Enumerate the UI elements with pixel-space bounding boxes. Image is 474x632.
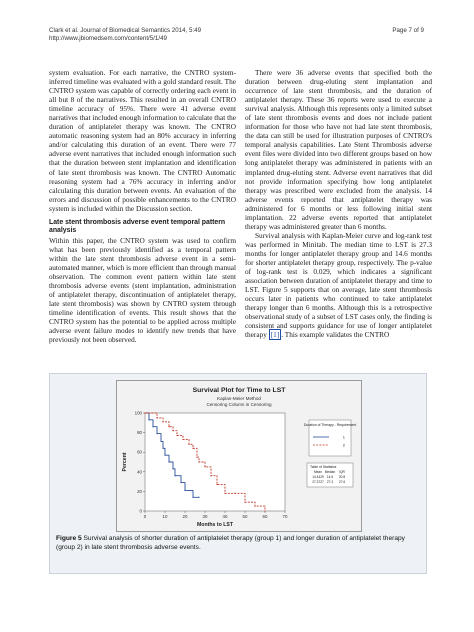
- paragraph: system evaluation. For each narrative, the CNTRO system-inferred timeline was evaluated with a gold standard result. The CNTRO system was capable of correctly ordering each event in all but 8 of the narratives. This resulted in an overall CNTRO timeline accuracy of 95%. There were 41 adverse event narratives that included enough information to calculate that the duration of antiplatelet therapy was known. The CNTRO automatic reasoning system had an 80% accuracy in inferring and/or calculating this duration of an event. There were 77 adverse event narratives that included enough information such that the duration between stent implantation and identification of late stent thrombosis was known. The CNTRO Automatic reasoning system had a 76% accuracy in inferring and/or calculating this duration between events. An evaluation of the errors and discussion of possible enhancements to the CNTRO system is included within the Discussion section.: [49, 68, 236, 213]
- x-tick-label: 40: [222, 514, 228, 519]
- caption-label: Figure 5: [56, 535, 82, 542]
- stats-rows: [312, 470, 345, 484]
- survival-chart: [117, 381, 361, 531]
- y-tick-label: 80: [137, 430, 142, 436]
- paragraph-text-end: . This example validates the CNTRO: [281, 330, 390, 340]
- plot-area: [145, 413, 285, 511]
- paragraph: There were 36 adverse events that specified both the duration between drug-eluting stent implantation and occurrence of late stent thrombosis, and the duration of antiplatelet therapy. These 36 reports were used to execute a survival analysis. Although this represents only a limited subset of late stent thrombosis events and does not include patient information for those who have not had late stent thrombosis, the data can still be used for illustration purposes of CNTRO's temporal analysis capabilities. Late Stent Thrombosis adverse event files were divided into two different groups based on how long antiplatelet therapy was administered in patients with an implanted drug-eluting stent. Adverse event narratives that did not provide information specifying how long antiplatelet therapy was prescribed were excluded from the analysis. 14 adverse events reported that antiplatelet therapy was administered for 6 months or less following initial stent implantation. 22 adverse events reported that antiplatelet therapy was administered greater than 6 months.: [245, 68, 432, 231]
- x-tick-label: 20: [182, 514, 188, 519]
- series-point-2: [168, 426, 169, 427]
- y-tick-label: 20: [137, 488, 142, 494]
- stats-cell: 27.6: [338, 480, 346, 484]
- series-point-2: [264, 510, 265, 511]
- series-point-2: [244, 502, 245, 503]
- legend-label-2: 2: [342, 442, 345, 448]
- series-point-2: [224, 493, 225, 494]
- series-point-1: [152, 426, 153, 427]
- series-point-1: [172, 468, 173, 469]
- caption-text: Survival analysis of shorter duration of antiplatelet therapy (group 1) and longer duration of antiplatelet therapy (group 2) in late stent thrombosis adverse events.: [56, 535, 405, 551]
- y-axis-label: Percent: [122, 452, 128, 472]
- series-point-2: [162, 421, 163, 422]
- y-tick-label: 40: [137, 469, 142, 475]
- chart-frame: [116, 380, 362, 532]
- stats-cell: 20.8: [338, 475, 346, 479]
- series-point-2: [172, 430, 173, 431]
- x-tick-label: 10: [162, 514, 168, 519]
- x-tick-label: 70: [282, 514, 288, 519]
- series-point-2: [188, 444, 189, 445]
- series-point-1: [156, 433, 157, 434]
- series-point-2: [144, 412, 145, 413]
- chart-title: Survival Plot for Time to LST: [192, 387, 286, 394]
- x-tick-label: 30: [202, 514, 208, 519]
- journal-citation: Clark et al. Journal of Biomedical Semantics 2014, 5:49: [49, 27, 202, 34]
- series-point-2: [176, 435, 177, 436]
- stats-cell: 14.4429: [312, 475, 324, 479]
- series-point-2: [196, 457, 197, 458]
- figure-5: [49, 373, 427, 574]
- legend-label-1: 1: [342, 434, 345, 440]
- series-point-1: [164, 455, 165, 456]
- stats-cell: 27.3: [326, 480, 334, 484]
- stats-header-cell: Median: [324, 470, 336, 474]
- series-point-2: [216, 484, 217, 485]
- chart-subtitle-2: Censoring Column in Censoring: [206, 402, 272, 407]
- figure-caption: [56, 535, 420, 552]
- x-tick-label: 50: [242, 514, 248, 519]
- right-column: [245, 68, 432, 339]
- series-point-1: [192, 497, 193, 498]
- series-point-2: [254, 506, 255, 507]
- series-point-1: [168, 461, 169, 462]
- reference-link[interactable]: [1]: [270, 330, 280, 340]
- series-point-2: [192, 448, 193, 449]
- series-point-1: [160, 441, 161, 442]
- series-point-1: [184, 490, 185, 491]
- stats-cell: 27.3727: [312, 480, 324, 484]
- series-point-1: [148, 419, 149, 420]
- series-point-1: [162, 448, 163, 449]
- series-point-1: [174, 475, 175, 476]
- stats-header-cell: Mean: [314, 470, 322, 474]
- article-url[interactable]: http://www.jbiomedsem.com/content/5/1/49: [49, 35, 167, 42]
- y-tick-label: 60: [137, 449, 142, 455]
- stats-title: Table of Statistics: [310, 465, 337, 469]
- section-heading: Late stent thrombosis adverse event temporal pattern analysis: [49, 218, 226, 235]
- series-point-2: [156, 417, 157, 418]
- paragraph-text: Survival analysis with Kaplan-Meier curve and log-rank test was performed in Minitab. The median time to LST is 27.3 months for longer antiplatelet therapy group and 14.6 months for shorter antiplatelet therapy group, respectively. The p-value of log-rank test is 0.029, which indicates a significant association between duration of antiplatelet therapy and time to LST. Figure 5 supports that on average, late stent thrombosis occurs later in patients who continued to take antiplatelet therapy longer than 6 months. Although this is a retrospective observational study of a subset of LST cases only, the finding is consistent and supports guidance for use of longer antiplatelet therapy: [245, 230, 432, 340]
- running-header: [49, 27, 201, 43]
- series-point-2: [182, 439, 183, 440]
- series-point-2: [234, 493, 235, 494]
- stats-cell: 14.6: [326, 475, 334, 479]
- paragraph: Within this paper, the CNTRO system was used to confirm what has been previously identified as a temporal pattern within the late stent thrombosis adverse event in a semi-automated manner, which is more efficient than through manual observation. The common event pattern within late stent thrombosis adverse events (stent implantation, administration of antiplatelet therapy, discontinuation of antiplatelet therapy, late stent thrombosis) was shown by CNTRO system through timeline identification of events. This result shows that the CNTRO system has the potential to be applied across multiple adverse event failure modes to identify new trends that have previously not been observed.: [49, 235, 237, 345]
- series-point-2: [204, 466, 205, 467]
- x-axis-label: Months to LST: [196, 522, 234, 528]
- stats-header-cell: IQR: [339, 470, 345, 474]
- left-column: [49, 68, 236, 345]
- x-tick-label: 60: [262, 514, 268, 519]
- paragraph: [245, 231, 432, 340]
- chart-subtitle: Kaplan-Meier Method: [217, 396, 261, 401]
- x-tick-label: 0: [143, 514, 147, 519]
- series-point-2: [210, 475, 211, 476]
- legend-title: Duration of Therapy - Requirement: [303, 423, 357, 427]
- series-point-1: [198, 497, 199, 498]
- y-tick-label: 0: [139, 508, 142, 514]
- series-point-1: [180, 482, 181, 483]
- y-tick-label: 100: [134, 410, 142, 416]
- series-point-2: [198, 461, 199, 462]
- page-number: Page 7 of 9: [392, 27, 424, 34]
